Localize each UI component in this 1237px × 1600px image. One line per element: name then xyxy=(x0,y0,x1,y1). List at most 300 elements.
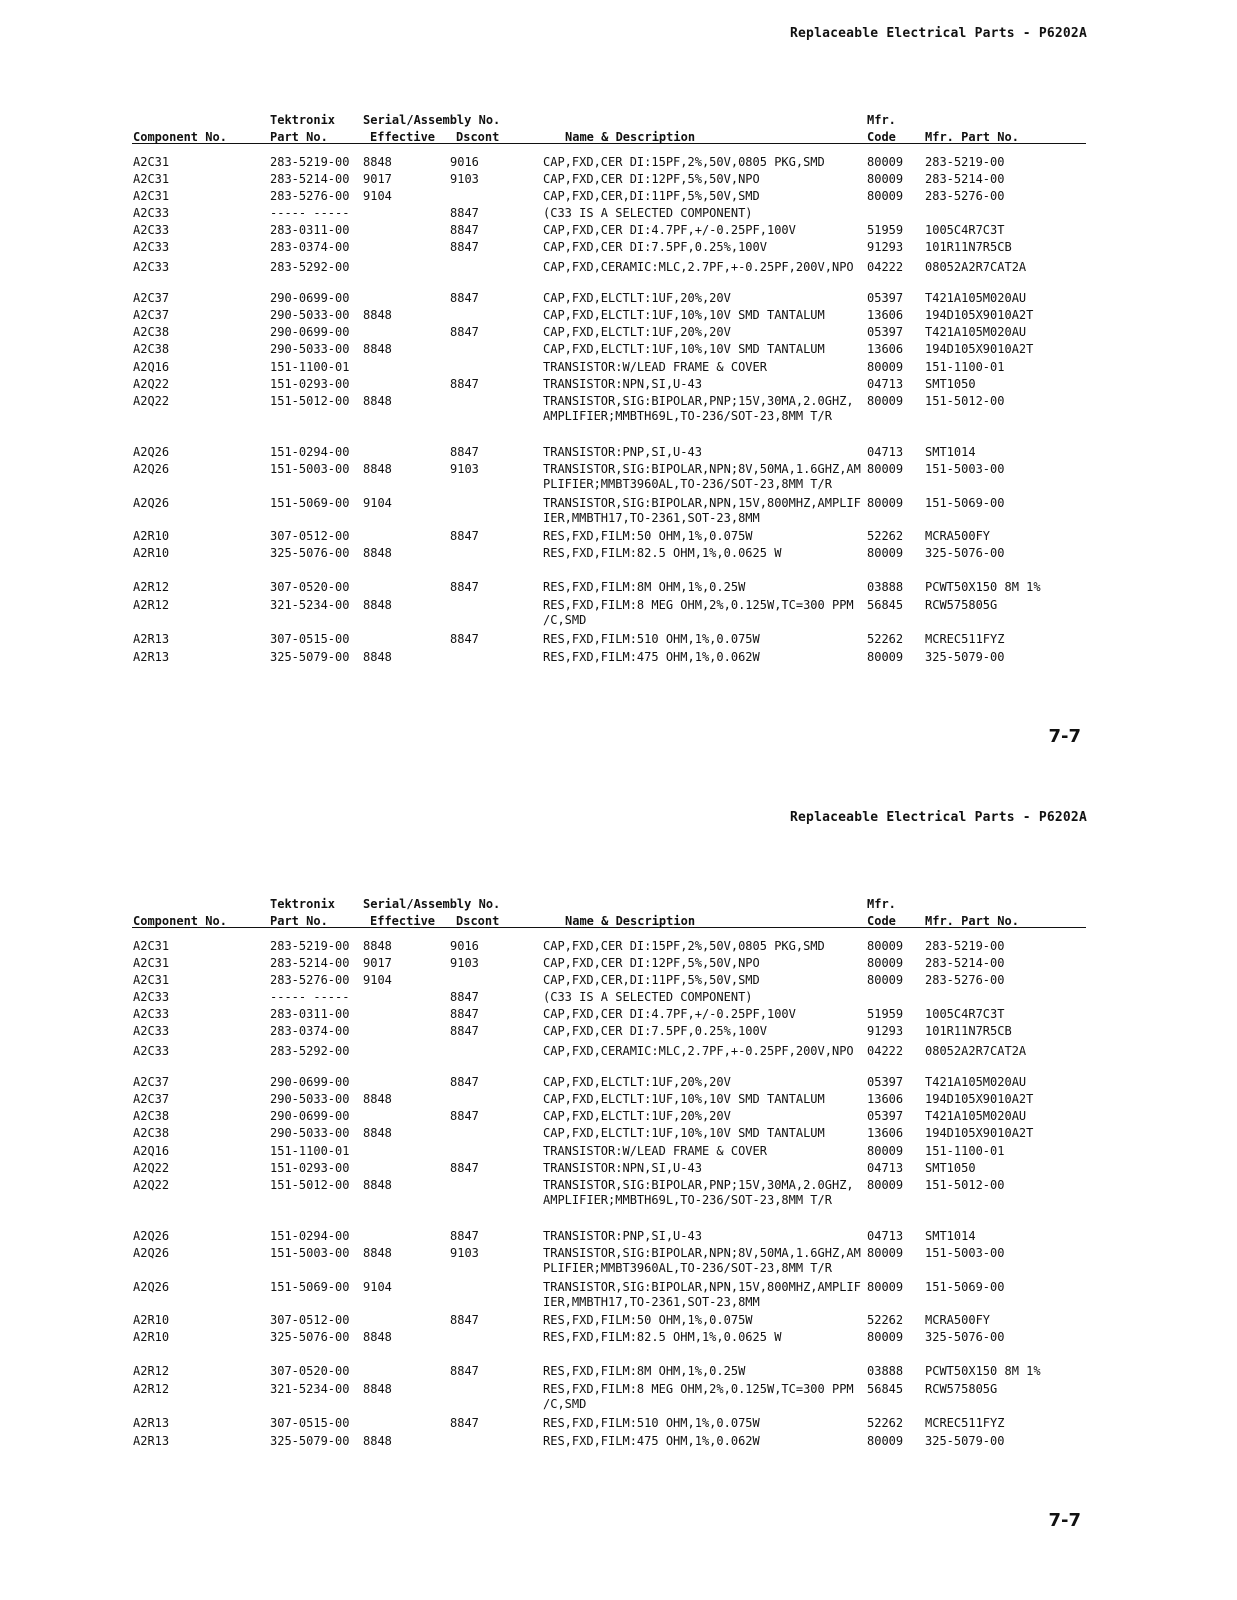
cell-dscont: 8847 xyxy=(450,240,479,254)
cell-dscont: 9103 xyxy=(450,956,479,970)
header-mfr-part-no: Mfr. Part No. xyxy=(925,914,1019,928)
page-section-bottom xyxy=(0,784,1237,1584)
cell-dscont: 8847 xyxy=(450,1364,479,1378)
cell-mfr-part: 151-1100-01 xyxy=(925,360,1005,374)
cell-component: A2R13 xyxy=(133,632,170,646)
cell-mfr-part: MCRA500FY xyxy=(925,529,991,543)
cell-mfr-part: 283-5219-00 xyxy=(925,155,1005,169)
cell-component: A2C37 xyxy=(133,308,170,322)
cell-description: CAP,FXD,CER DI:15PF,2%,50V,0805 PKG,SMD xyxy=(543,939,825,953)
cell-component: A2Q26 xyxy=(133,1229,170,1243)
cell-mfr-part: 151-5069-00 xyxy=(925,496,1005,510)
cell-part: 151-0293-00 xyxy=(270,1161,350,1175)
cell-mfr-part: T421A105M020AU xyxy=(925,1109,1027,1123)
cell-effective: 8848 xyxy=(363,155,392,169)
cell-description: CAP,FXD,CER DI:4.7PF,+/-0.25PF,100V xyxy=(543,223,796,237)
cell-part: 151-5003-00 xyxy=(270,1246,350,1260)
cell-effective: 8848 xyxy=(363,1382,392,1396)
cell-description: RES,FXD,FILM:475 OHM,1%,0.062W xyxy=(543,650,760,664)
cell-part: 283-5214-00 xyxy=(270,956,350,970)
cell-description: CAP,FXD,ELCTLT:1UF,20%,20V xyxy=(543,1075,731,1089)
cell-mfr-part: MCREC511FYZ xyxy=(925,632,1005,646)
cell-dscont: 8847 xyxy=(450,1007,479,1021)
cell-description: CAP,FXD,ELCTLT:1UF,20%,20V xyxy=(543,1109,731,1123)
cell-part: 307-0520-00 xyxy=(270,1364,350,1378)
cell-description: RES,FXD,FILM:475 OHM,1%,0.062W xyxy=(543,1434,760,1448)
cell-dscont: 8847 xyxy=(450,445,479,459)
cell-description: CAP,FXD,ELCTLT:1UF,10%,10V SMD TANTALUM xyxy=(543,1092,825,1106)
cell-code: 51959 xyxy=(867,223,904,237)
cell-description: CAP,FXD,CER DI:12PF,5%,50V,NPO xyxy=(543,956,760,970)
cell-code: 04713 xyxy=(867,1229,904,1243)
cell-code: 80009 xyxy=(867,172,904,186)
cell-part: 290-0699-00 xyxy=(270,291,350,305)
cell-dscont: 8847 xyxy=(450,325,479,339)
cell-component: A2C38 xyxy=(133,1126,170,1140)
cell-part: ----- ----- xyxy=(270,206,350,220)
cell-code: 13606 xyxy=(867,1126,904,1140)
cell-mfr-part: 194D105X9010A2T xyxy=(925,1126,1034,1140)
page-number: 7-7 xyxy=(1048,1510,1081,1531)
cell-code: 56845 xyxy=(867,598,904,612)
cell-dscont: 8847 xyxy=(450,1416,479,1430)
cell-mfr-part: 151-5003-00 xyxy=(925,462,1005,476)
cell-component: A2C33 xyxy=(133,1024,170,1038)
cell-component: A2C31 xyxy=(133,939,170,953)
cell-description: TRANSISTOR,SIG:BIPOLAR,NPN;8V,50MA,1.6GHZ,AMPLIFIER;MMBT3960AL,TO-236/SOT-23,8MM T/R xyxy=(543,1246,861,1275)
cell-part: 325-5076-00 xyxy=(270,1330,350,1344)
cell-part: 151-0294-00 xyxy=(270,1229,350,1243)
header-dscont: Dscont xyxy=(456,914,500,928)
cell-component: A2R13 xyxy=(133,1416,170,1430)
cell-part: 283-5219-00 xyxy=(270,155,350,169)
cell-code: 51959 xyxy=(867,1007,904,1021)
cell-mfr-part: 151-5003-00 xyxy=(925,1246,1005,1260)
cell-part: 151-1100-01 xyxy=(270,1144,350,1158)
cell-mfr-part: 194D105X9010A2T xyxy=(925,342,1034,356)
cell-code: 80009 xyxy=(867,1246,904,1260)
cell-description: RES,FXD,FILM:8M OHM,1%,0.25W xyxy=(543,1364,746,1378)
cell-part: 321-5234-00 xyxy=(270,1382,350,1396)
cell-part: 290-0699-00 xyxy=(270,1075,350,1089)
cell-mfr-part: 101R11N7R5CB xyxy=(925,1024,1012,1038)
cell-component: A2C33 xyxy=(133,206,170,220)
cell-part: 151-5012-00 xyxy=(270,394,350,408)
cell-effective: 8848 xyxy=(363,1330,392,1344)
cell-mfr-part: 08052A2R7CAT2A xyxy=(925,1044,1027,1058)
cell-description: CAP,FXD,CER,DI:11PF,5%,50V,SMD xyxy=(543,973,760,987)
cell-mfr-part: 08052A2R7CAT2A xyxy=(925,260,1027,274)
cell-code: 13606 xyxy=(867,308,904,322)
header-tektronix: Tektronix xyxy=(270,113,336,127)
cell-code: 80009 xyxy=(867,1144,904,1158)
cell-description: CAP,FXD,CER DI:15PF,2%,50V,0805 PKG,SMD xyxy=(543,155,825,169)
cell-mfr-part: 325-5079-00 xyxy=(925,1434,1005,1448)
cell-component: A2C31 xyxy=(133,973,170,987)
cell-code: 52262 xyxy=(867,632,904,646)
cell-dscont: 8847 xyxy=(450,1229,479,1243)
cell-dscont: 9103 xyxy=(450,1246,479,1260)
cell-mfr-part: 325-5076-00 xyxy=(925,1330,1005,1344)
cell-code: 91293 xyxy=(867,240,904,254)
cell-code: 04222 xyxy=(867,260,904,274)
cell-mfr-part: MCRA500FY xyxy=(925,1313,991,1327)
cell-component: A2C31 xyxy=(133,155,170,169)
cell-mfr-part: T421A105M020AU xyxy=(925,291,1027,305)
cell-mfr-part: SMT1014 xyxy=(925,445,976,459)
cell-part: 283-5276-00 xyxy=(270,189,350,203)
cell-effective: 8848 xyxy=(363,308,392,322)
header-component-no: Component No. xyxy=(133,130,227,144)
cell-part: 283-5292-00 xyxy=(270,260,350,274)
cell-dscont: 8847 xyxy=(450,223,479,237)
cell-part: 290-0699-00 xyxy=(270,325,350,339)
cell-code: 80009 xyxy=(867,1178,904,1192)
cell-description: TRANSISTOR,SIG:BIPOLAR,PNP;15V,30MA,2.0GHZ, AMPLIFIER;MMBTH69L,TO-236/SOT-23,8MM T/R xyxy=(543,394,854,423)
cell-description: RES,FXD,FILM:8 MEG OHM,2%,0.125W,TC=300 PPM /C,SMD xyxy=(543,598,854,627)
cell-code: 80009 xyxy=(867,650,904,664)
cell-code: 03888 xyxy=(867,580,904,594)
cell-dscont: 8847 xyxy=(450,1075,479,1089)
running-head: Replaceable Electrical Parts - P6202A xyxy=(790,810,1087,825)
header-mfr: Mfr. xyxy=(867,897,896,911)
cell-part: 283-5292-00 xyxy=(270,1044,350,1058)
cell-code: 80009 xyxy=(867,496,904,510)
cell-part: 290-5033-00 xyxy=(270,1092,350,1106)
cell-component: A2C37 xyxy=(133,291,170,305)
cell-code: 80009 xyxy=(867,1280,904,1294)
cell-effective: 8848 xyxy=(363,1434,392,1448)
cell-code: 05397 xyxy=(867,325,904,339)
cell-effective: 8848 xyxy=(363,1126,392,1140)
cell-mfr-part: RCW575805G xyxy=(925,1382,998,1396)
cell-code: 05397 xyxy=(867,291,904,305)
header-code: Code xyxy=(867,130,896,144)
cell-effective: 8848 xyxy=(363,462,392,476)
cell-mfr-part: 283-5214-00 xyxy=(925,956,1005,970)
cell-mfr-part: MCREC511FYZ xyxy=(925,1416,1005,1430)
cell-component: A2C33 xyxy=(133,990,170,1004)
cell-component: A2R13 xyxy=(133,650,170,664)
cell-description: CAP,FXD,CERAMIC:MLC,2.7PF,+-0.25PF,200V,NPO xyxy=(543,260,854,274)
cell-description: CAP,FXD,CER DI:12PF,5%,50V,NPO xyxy=(543,172,760,186)
cell-description: TRANSISTOR,SIG:BIPOLAR,NPN;8V,50MA,1.6GHZ,AMPLIFIER;MMBT3960AL,TO-236/SOT-23,8MM T/R xyxy=(543,462,861,491)
cell-mfr-part: 151-5012-00 xyxy=(925,1178,1005,1192)
cell-description: TRANSISTOR,SIG:BIPOLAR,PNP;15V,30MA,2.0GHZ, AMPLIFIER;MMBTH69L,TO-236/SOT-23,8MM T/R xyxy=(543,1178,854,1207)
cell-mfr-part: 151-1100-01 xyxy=(925,1144,1005,1158)
cell-mfr-part: 325-5076-00 xyxy=(925,546,1005,560)
cell-dscont: 8847 xyxy=(450,1313,479,1327)
cell-dscont: 9103 xyxy=(450,172,479,186)
cell-part: 325-5079-00 xyxy=(270,1434,350,1448)
cell-component: A2Q26 xyxy=(133,445,170,459)
cell-component: A2C33 xyxy=(133,1044,170,1058)
cell-description: RES,FXD,FILM:50 OHM,1%,0.075W xyxy=(543,1313,753,1327)
cell-mfr-part: 283-5276-00 xyxy=(925,973,1005,987)
cell-component: A2R10 xyxy=(133,1313,170,1327)
cell-code: 56845 xyxy=(867,1382,904,1396)
cell-description: TRANSISTOR:PNP,SI,U-43 xyxy=(543,445,702,459)
cell-part: 283-5276-00 xyxy=(270,973,350,987)
header-rule xyxy=(132,143,1086,144)
cell-component: A2C37 xyxy=(133,1075,170,1089)
header-code: Code xyxy=(867,914,896,928)
cell-mfr-part: 283-5214-00 xyxy=(925,172,1005,186)
cell-description: CAP,FXD,ELCTLT:1UF,20%,20V xyxy=(543,325,731,339)
cell-mfr-part: SMT1014 xyxy=(925,1229,976,1243)
cell-part: ----- ----- xyxy=(270,990,350,1004)
cell-component: A2C33 xyxy=(133,223,170,237)
cell-component: A2Q22 xyxy=(133,377,170,391)
header-effective: Effective xyxy=(370,130,436,144)
cell-code: 04713 xyxy=(867,1161,904,1175)
cell-component: A2C33 xyxy=(133,1007,170,1021)
cell-effective: 9104 xyxy=(363,973,392,987)
cell-code: 91293 xyxy=(867,1024,904,1038)
cell-description: TRANSISTOR:PNP,SI,U-43 xyxy=(543,1229,702,1243)
cell-code: 80009 xyxy=(867,189,904,203)
cell-code: 52262 xyxy=(867,1416,904,1430)
header-mfr-part-no: Mfr. Part No. xyxy=(925,130,1019,144)
cell-description: RES,FXD,FILM:50 OHM,1%,0.075W xyxy=(543,529,753,543)
cell-description: RES,FXD,FILM:82.5 OHM,1%,0.0625 W xyxy=(543,1330,782,1344)
cell-part: 151-0294-00 xyxy=(270,445,350,459)
cell-description: CAP,FXD,CER DI:7.5PF,0.25%,100V xyxy=(543,240,767,254)
cell-mfr-part: 101R11N7R5CB xyxy=(925,240,1012,254)
cell-description: TRANSISTOR,SIG:BIPOLAR,NPN,15V,800MHZ,AMPLIFIER,MMBTH17,TO-2361,SOT-23,8MM xyxy=(543,1280,861,1309)
cell-part: 151-0293-00 xyxy=(270,377,350,391)
header-serial-assembly: Serial/Assembly No. xyxy=(363,113,501,127)
cell-component: A2R10 xyxy=(133,1330,170,1344)
cell-component: A2R10 xyxy=(133,546,170,560)
cell-effective: 8848 xyxy=(363,598,392,612)
cell-part: 307-0520-00 xyxy=(270,580,350,594)
header-part-no: Part No. xyxy=(270,914,328,928)
cell-code: 80009 xyxy=(867,155,904,169)
cell-component: A2Q26 xyxy=(133,496,170,510)
cell-code: 80009 xyxy=(867,546,904,560)
cell-component: A2R12 xyxy=(133,598,170,612)
header-component-no: Component No. xyxy=(133,914,227,928)
cell-effective: 8848 xyxy=(363,1178,392,1192)
cell-description: TRANSISTOR:NPN,SI,U-43 xyxy=(543,1161,702,1175)
cell-dscont: 8847 xyxy=(450,632,479,646)
cell-effective: 8848 xyxy=(363,1246,392,1260)
cell-part: 283-0374-00 xyxy=(270,240,350,254)
cell-code: 80009 xyxy=(867,394,904,408)
cell-mfr-part: PCWT50X150 8M 1% xyxy=(925,580,1041,594)
cell-description: CAP,FXD,ELCTLT:1UF,10%,10V SMD TANTALUM xyxy=(543,308,825,322)
cell-part: 307-0512-00 xyxy=(270,1313,350,1327)
cell-dscont: 8847 xyxy=(450,377,479,391)
cell-dscont: 8847 xyxy=(450,1024,479,1038)
cell-effective: 8848 xyxy=(363,546,392,560)
cell-component: A2R13 xyxy=(133,1434,170,1448)
cell-dscont: 8847 xyxy=(450,529,479,543)
cell-component: A2Q22 xyxy=(133,394,170,408)
cell-description: CAP,FXD,ELCTLT:1UF,10%,10V SMD TANTALUM xyxy=(543,342,825,356)
header-part-no: Part No. xyxy=(270,130,328,144)
cell-part: 283-5214-00 xyxy=(270,172,350,186)
cell-description: CAP,FXD,CER DI:4.7PF,+/-0.25PF,100V xyxy=(543,1007,796,1021)
cell-description: CAP,FXD,CERAMIC:MLC,2.7PF,+-0.25PF,200V,NPO xyxy=(543,1044,854,1058)
cell-code: 52262 xyxy=(867,529,904,543)
cell-code: 13606 xyxy=(867,1092,904,1106)
cell-mfr-part: 1005C4R7C3T xyxy=(925,223,1005,237)
cell-dscont: 9103 xyxy=(450,462,479,476)
cell-code: 13606 xyxy=(867,342,904,356)
cell-description: CAP,FXD,ELCTLT:1UF,10%,10V SMD TANTALUM xyxy=(543,1126,825,1140)
header-tektronix: Tektronix xyxy=(270,897,336,911)
cell-part: 283-0311-00 xyxy=(270,1007,350,1021)
cell-part: 283-0311-00 xyxy=(270,223,350,237)
cell-part: 307-0512-00 xyxy=(270,529,350,543)
cell-part: 307-0515-00 xyxy=(270,632,350,646)
cell-dscont: 8847 xyxy=(450,1109,479,1123)
cell-component: A2C33 xyxy=(133,240,170,254)
cell-dscont: 9016 xyxy=(450,939,479,953)
cell-component: A2Q22 xyxy=(133,1178,170,1192)
cell-description: TRANSISTOR:W/LEAD FRAME & COVER xyxy=(543,360,767,374)
header-name-description: Name & Description xyxy=(565,130,696,144)
cell-description: CAP,FXD,CER,DI:11PF,5%,50V,SMD xyxy=(543,189,760,203)
cell-part: 290-5033-00 xyxy=(270,308,350,322)
cell-code: 52262 xyxy=(867,1313,904,1327)
cell-mfr-part: 194D105X9010A2T xyxy=(925,1092,1034,1106)
cell-component: A2Q16 xyxy=(133,360,170,374)
cell-effective: 8848 xyxy=(363,394,392,408)
cell-component: A2Q26 xyxy=(133,1246,170,1260)
cell-dscont: 8847 xyxy=(450,990,479,1004)
cell-dscont: 8847 xyxy=(450,1161,479,1175)
cell-part: 290-5033-00 xyxy=(270,1126,350,1140)
cell-component: A2Q16 xyxy=(133,1144,170,1158)
cell-effective: 8848 xyxy=(363,939,392,953)
cell-part: 290-0699-00 xyxy=(270,1109,350,1123)
cell-mfr-part: 325-5079-00 xyxy=(925,650,1005,664)
cell-component: A2C38 xyxy=(133,1109,170,1123)
cell-mfr-part: RCW575805G xyxy=(925,598,998,612)
cell-effective: 9017 xyxy=(363,956,392,970)
cell-effective: 8848 xyxy=(363,342,392,356)
cell-dscont: 8847 xyxy=(450,291,479,305)
header-mfr: Mfr. xyxy=(867,113,896,127)
cell-part: 321-5234-00 xyxy=(270,598,350,612)
cell-effective: 9104 xyxy=(363,189,392,203)
cell-code: 04713 xyxy=(867,445,904,459)
cell-part: 151-5003-00 xyxy=(270,462,350,476)
cell-effective: 8848 xyxy=(363,650,392,664)
cell-component: A2Q22 xyxy=(133,1161,170,1175)
cell-effective: 9017 xyxy=(363,172,392,186)
cell-mfr-part: 194D105X9010A2T xyxy=(925,308,1034,322)
cell-code: 05397 xyxy=(867,1109,904,1123)
header-rule xyxy=(132,927,1086,928)
cell-code: 05397 xyxy=(867,1075,904,1089)
cell-description: TRANSISTOR:W/LEAD FRAME & COVER xyxy=(543,1144,767,1158)
cell-part: 151-5012-00 xyxy=(270,1178,350,1192)
cell-part: 307-0515-00 xyxy=(270,1416,350,1430)
cell-mfr-part: 283-5219-00 xyxy=(925,939,1005,953)
cell-part: 283-0374-00 xyxy=(270,1024,350,1038)
cell-mfr-part: SMT1050 xyxy=(925,377,976,391)
header-serial-assembly: Serial/Assembly No. xyxy=(363,897,501,911)
cell-mfr-part: SMT1050 xyxy=(925,1161,976,1175)
cell-description: CAP,FXD,ELCTLT:1UF,20%,20V xyxy=(543,291,731,305)
cell-mfr-part: PCWT50X150 8M 1% xyxy=(925,1364,1041,1378)
cell-part: 283-5219-00 xyxy=(270,939,350,953)
cell-mfr-part: 283-5276-00 xyxy=(925,189,1005,203)
cell-component: A2R12 xyxy=(133,1364,170,1378)
cell-code: 80009 xyxy=(867,1434,904,1448)
cell-mfr-part: 1005C4R7C3T xyxy=(925,1007,1005,1021)
cell-component: A2C38 xyxy=(133,325,170,339)
cell-component: A2R12 xyxy=(133,580,170,594)
cell-code: 80009 xyxy=(867,360,904,374)
cell-dscont: 9016 xyxy=(450,155,479,169)
cell-component: A2C31 xyxy=(133,172,170,186)
cell-mfr-part: 151-5069-00 xyxy=(925,1280,1005,1294)
cell-description: RES,FXD,FILM:510 OHM,1%,0.075W xyxy=(543,1416,760,1430)
cell-part: 325-5076-00 xyxy=(270,546,350,560)
cell-part: 290-5033-00 xyxy=(270,342,350,356)
cell-code: 80009 xyxy=(867,973,904,987)
cell-code: 80009 xyxy=(867,939,904,953)
cell-code: 03888 xyxy=(867,1364,904,1378)
cell-code: 04713 xyxy=(867,377,904,391)
cell-description: RES,FXD,FILM:8 MEG OHM,2%,0.125W,TC=300 PPM /C,SMD xyxy=(543,1382,854,1411)
cell-description: TRANSISTOR:NPN,SI,U-43 xyxy=(543,377,702,391)
header-dscont: Dscont xyxy=(456,130,500,144)
cell-mfr-part: T421A105M020AU xyxy=(925,1075,1027,1089)
cell-component: A2C38 xyxy=(133,342,170,356)
cell-component: A2Q26 xyxy=(133,1280,170,1294)
cell-effective: 8848 xyxy=(363,1092,392,1106)
cell-code: 80009 xyxy=(867,462,904,476)
cell-dscont: 8847 xyxy=(450,580,479,594)
cell-description: RES,FXD,FILM:510 OHM,1%,0.075W xyxy=(543,632,760,646)
header-name-description: Name & Description xyxy=(565,914,696,928)
header-effective: Effective xyxy=(370,914,436,928)
running-head: Replaceable Electrical Parts - P6202A xyxy=(790,26,1087,41)
cell-component: A2C33 xyxy=(133,260,170,274)
cell-component: A2C37 xyxy=(133,1092,170,1106)
cell-component: A2C31 xyxy=(133,189,170,203)
page-number: 7-7 xyxy=(1048,726,1081,747)
cell-part: 325-5079-00 xyxy=(270,650,350,664)
cell-description: (C33 IS A SELECTED COMPONENT) xyxy=(543,990,753,1004)
cell-component: A2C31 xyxy=(133,956,170,970)
cell-code: 80009 xyxy=(867,956,904,970)
cell-component: A2Q26 xyxy=(133,462,170,476)
cell-component: A2R12 xyxy=(133,1382,170,1396)
cell-description: RES,FXD,FILM:82.5 OHM,1%,0.0625 W xyxy=(543,546,782,560)
cell-part: 151-5069-00 xyxy=(270,1280,350,1294)
cell-description: RES,FXD,FILM:8M OHM,1%,0.25W xyxy=(543,580,746,594)
cell-component: A2R10 xyxy=(133,529,170,543)
cell-code: 04222 xyxy=(867,1044,904,1058)
cell-part: 151-5069-00 xyxy=(270,496,350,510)
cell-code: 80009 xyxy=(867,1330,904,1344)
cell-dscont: 8847 xyxy=(450,206,479,220)
cell-description: CAP,FXD,CER DI:7.5PF,0.25%,100V xyxy=(543,1024,767,1038)
cell-mfr-part: 151-5012-00 xyxy=(925,394,1005,408)
cell-part: 151-1100-01 xyxy=(270,360,350,374)
cell-description: TRANSISTOR,SIG:BIPOLAR,NPN,15V,800MHZ,AMPLIFIER,MMBTH17,TO-2361,SOT-23,8MM xyxy=(543,496,861,525)
cell-mfr-part: T421A105M020AU xyxy=(925,325,1027,339)
cell-description: (C33 IS A SELECTED COMPONENT) xyxy=(543,206,753,220)
cell-effective: 9104 xyxy=(363,496,392,510)
